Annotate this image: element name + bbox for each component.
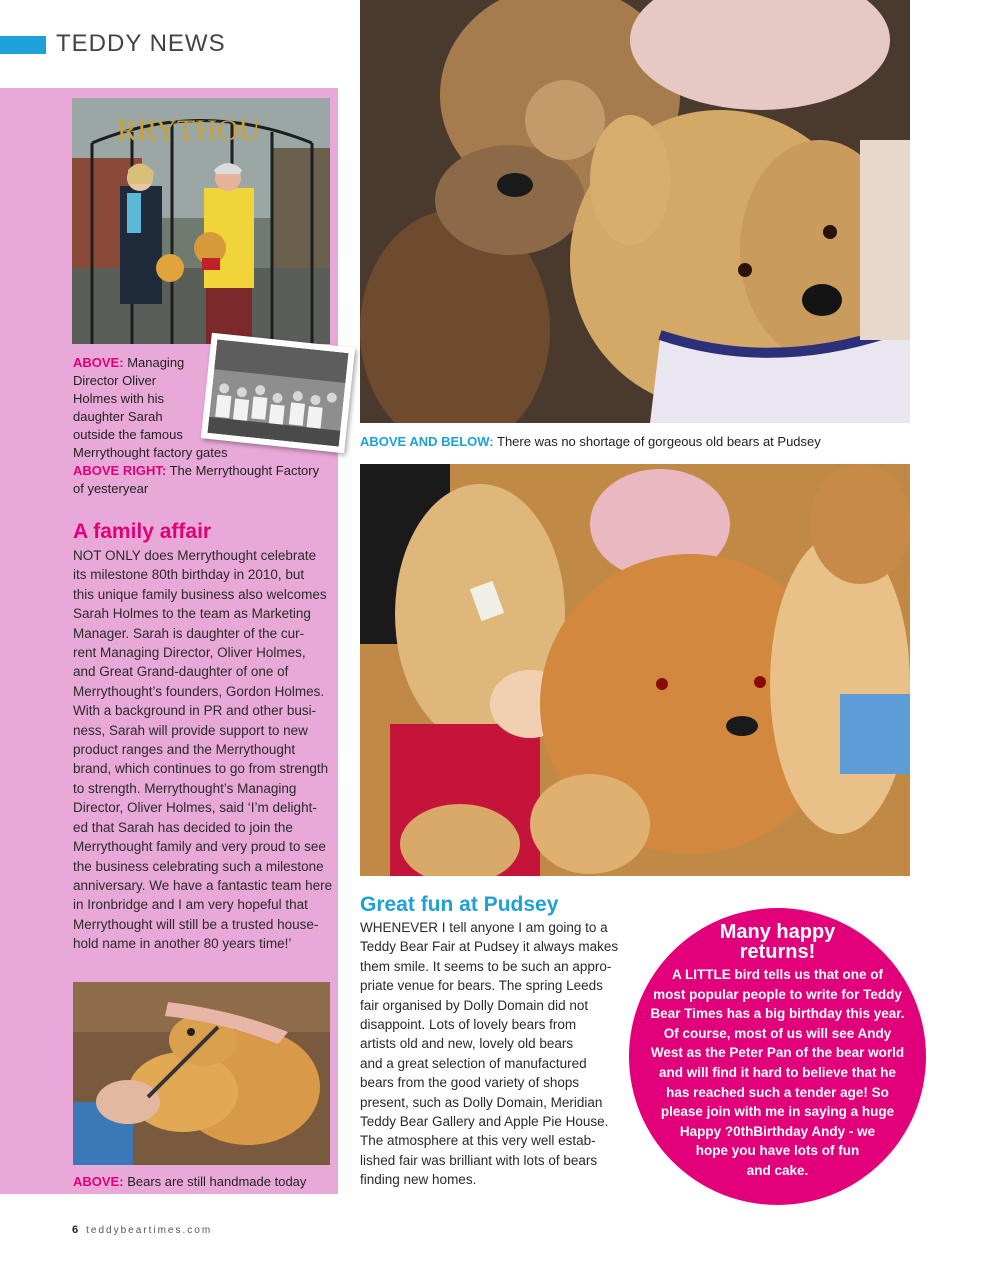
caption-line: outside the famous (73, 427, 183, 442)
body-line: in Ironbridge and I am very hopeful that (73, 897, 308, 913)
caption-label: ABOVE: (73, 1174, 124, 1189)
body-line: Teddy Bear Fair at Pudsey it always makes (360, 939, 619, 955)
body-line: anniversary. We have a fantastic team here (73, 877, 333, 893)
page-number: 6 (72, 1224, 79, 1236)
birthday-line: has reached such a tender age! So (666, 1084, 889, 1100)
body-line: present, such as Dolly Domain, Meridian (360, 1094, 603, 1110)
caption-line: Director Oliver (73, 373, 157, 388)
birthday-title-line: Many happy (719, 921, 836, 943)
article-family-body (73, 546, 335, 954)
body-line: Manager. Sarah is daughter of the cur- (73, 625, 305, 641)
body-line: The atmosphere at this very well estab- (360, 1133, 596, 1149)
caption-line: Holmes with his (73, 391, 165, 406)
handmade-bear-photo (73, 982, 330, 1165)
section-marker (0, 36, 46, 54)
body-line: Merrythought’s founders, Gordon Holmes. (73, 683, 325, 699)
page-footer (72, 1224, 212, 1236)
body-line: Director, Oliver Holmes, said ‘I’m delight- (73, 800, 317, 816)
birthday-line: Happy ?0thBirthday Andy - we (679, 1123, 876, 1139)
body-line: disappoint. Lots of lovely bears from (360, 1017, 577, 1033)
birthday-line: and cake. (746, 1162, 809, 1178)
birthday-line: most popular people to write for Teddy (653, 986, 902, 1002)
article-pudsey-body (360, 918, 625, 1190)
caption-line: Managing (127, 355, 185, 370)
body-line: bears from the good variety of shops (360, 1075, 580, 1091)
body-line: the business celebrating such a milestone (73, 858, 324, 874)
birthday-line: Bear Times has a big birthday this year. (650, 1006, 905, 1022)
body-line: its milestone 80th birthday in 2010, but (73, 567, 305, 583)
body-line: WHENEVER I tell anyone I am going to a (360, 920, 608, 935)
caption-line: daughter Sarah (73, 409, 163, 424)
birthday-callout (629, 908, 926, 1205)
body-line: ed that Sarah has decided to join the (73, 819, 293, 835)
body-line: product ranges and the Merrythought (73, 742, 296, 758)
caption-line: Merrythought factory gates (73, 445, 228, 460)
section-title: TEDDY NEWS (56, 30, 226, 57)
gates-photo (72, 98, 330, 344)
caption-label: ABOVE: (73, 355, 124, 370)
site-url: teddybeartimes.com (86, 1225, 213, 1236)
caption-label: ABOVE RIGHT: (73, 463, 167, 478)
body-line: and a great selection of manufactured (360, 1055, 587, 1071)
handmade-caption (73, 1173, 333, 1191)
body-line: and Great Grand-daughter of one of (73, 664, 289, 680)
birthday-line: hope you have lots of fun (695, 1143, 860, 1159)
pudsey-bears-photo-bottom (360, 464, 910, 876)
article-family-title: A family affair (73, 520, 212, 543)
gates-sign-text: RRYTHOU (117, 114, 261, 147)
body-line: With a background in PR and other busi- (73, 703, 317, 719)
body-line: NOT ONLY does Merrythought celebrate (73, 548, 317, 563)
body-line: them smile. It seems to be such an appro- (360, 958, 612, 974)
body-line: brand, which continues to go from strength (73, 761, 329, 777)
body-line: ness, Sarah will provide support to new (73, 722, 308, 738)
birthday-line: and will find it hard to believe that he (658, 1064, 897, 1080)
birthday-line: West as the Peter Pan of the bear world (650, 1045, 905, 1061)
body-line: lished fair was brilliant with lots of bears (360, 1152, 598, 1168)
body-line: to strength. Merrythought’s Managing (73, 780, 297, 796)
caption-line: of yesteryear (73, 481, 149, 496)
caption-label: ABOVE AND BELOW: (360, 434, 494, 449)
body-line: artists old and new, lovely old bears (360, 1036, 574, 1052)
caption-text: Bears are still handmade today (127, 1174, 307, 1189)
birthday-line: please join with me in saying a huge (660, 1104, 895, 1120)
article-pudsey-title: Great fun at Pudsey (360, 893, 559, 916)
body-line: Teddy Bear Gallery and Apple Pie House. (360, 1114, 609, 1130)
body-line: Merrythought will still be a trusted house- (73, 916, 319, 932)
body-line: this unique family business also welcomes (73, 586, 327, 602)
caption-line: The Merrythought Factory (169, 463, 320, 478)
caption-text: There was no shortage of gorgeous old bears at Pudsey (497, 434, 821, 449)
gates-caption (73, 354, 333, 498)
birthday-title (629, 922, 926, 962)
body-line: rent Managing Director, Oliver Holmes, (73, 645, 306, 661)
birthday-title-line: returns! (739, 941, 816, 963)
birthday-text (641, 965, 914, 1181)
body-line: finding new homes. (360, 1172, 477, 1188)
body-line: fair organised by Dolly Domain did not (360, 997, 589, 1013)
body-line: priate venue for bears. The spring Leeds (360, 978, 603, 994)
birthday-line: Of course, most of us will see Andy (663, 1025, 892, 1041)
body-line: hold name in another 80 years time!’ (73, 936, 292, 952)
birthday-line: A LITTLE bird tells us that one of (672, 967, 883, 982)
pudsey-bears-photo-top (360, 0, 910, 423)
pudsey-caption (360, 433, 910, 451)
body-line: Merrythought family and very proud to see (73, 839, 326, 855)
body-line: Sarah Holmes to the team as Marketing (73, 606, 311, 622)
